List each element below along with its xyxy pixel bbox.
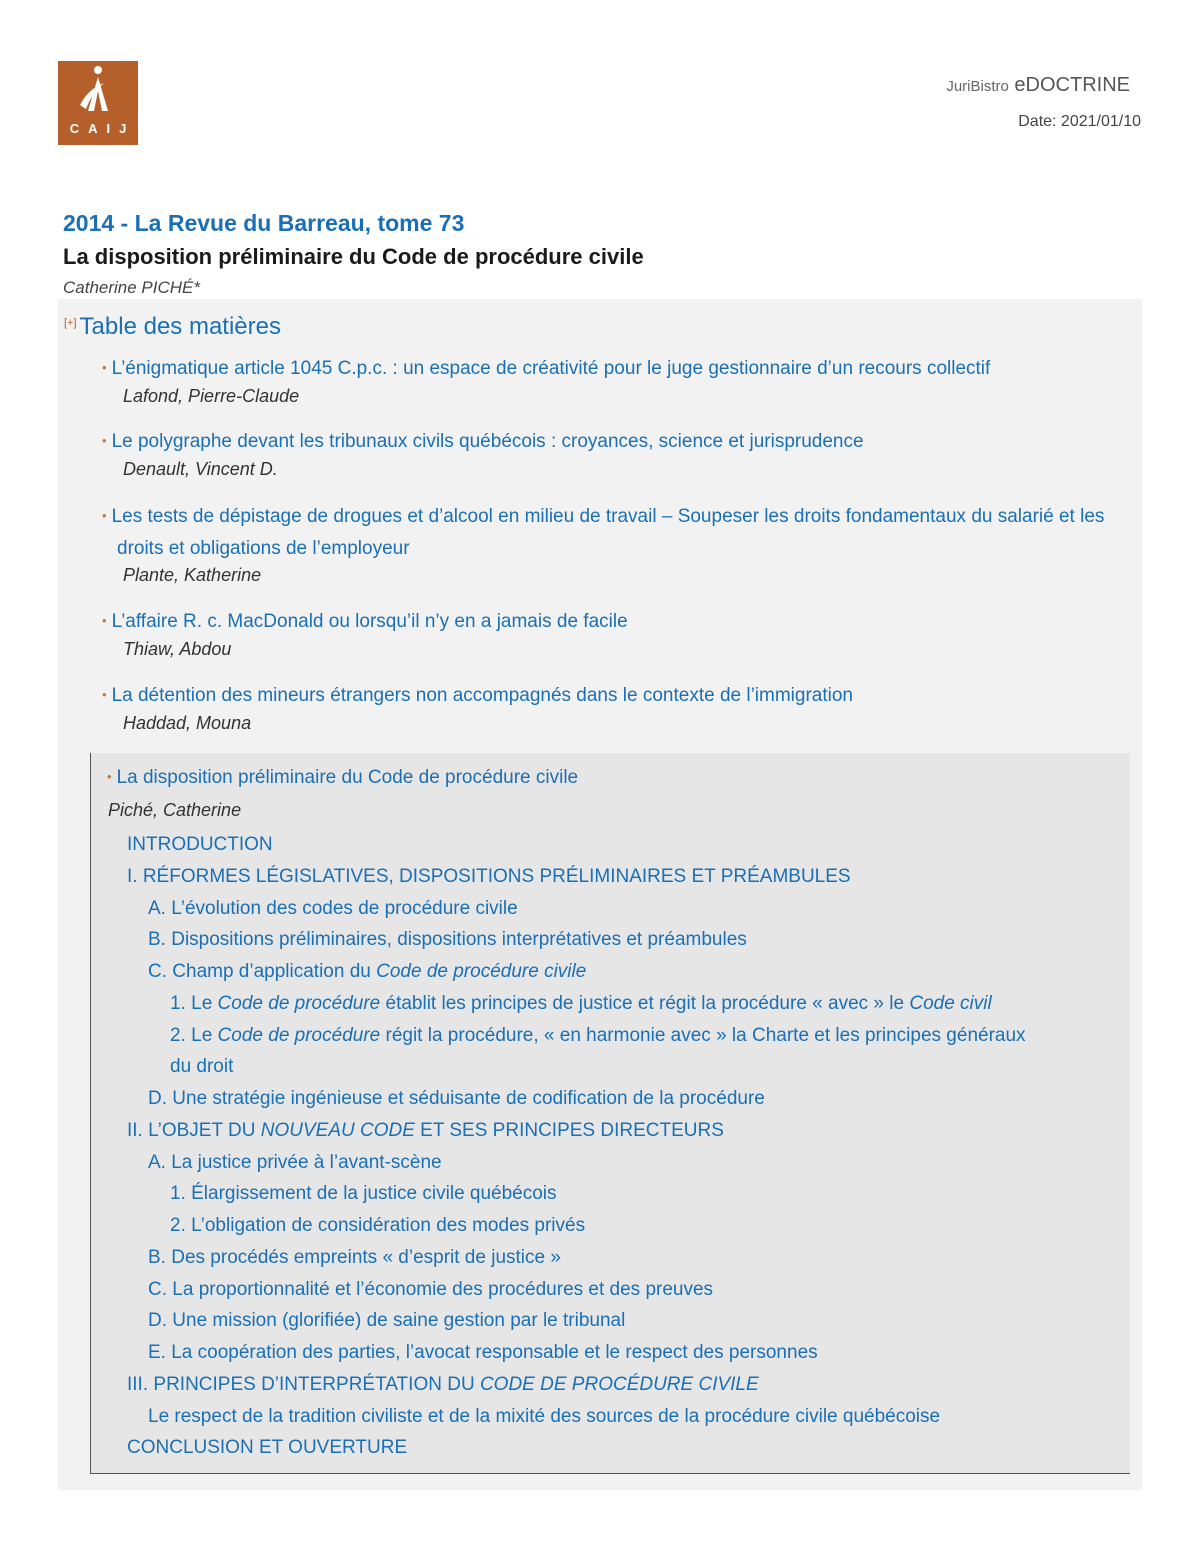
toc-section-text[interactable]: NOUVEAU CODE bbox=[260, 1119, 415, 1141]
toc-section-link[interactable] bbox=[148, 1337, 818, 1369]
toc-section-link[interactable] bbox=[127, 1115, 724, 1147]
toc-section-text[interactable]: CONCLUSION ET OUVERTURE bbox=[127, 1437, 408, 1459]
toc-section-text[interactable]: Code de procédure civile bbox=[376, 961, 587, 982]
toc-header[interactable] bbox=[64, 313, 281, 341]
toc-toggle-icon[interactable]: [+] bbox=[64, 317, 77, 329]
brand-name: eDOCTRINE bbox=[1014, 74, 1130, 96]
toc-section-link[interactable] bbox=[148, 956, 586, 988]
toc-section-text[interactable]: B. Dispositions préliminaires, dispositions interprétatives et préambules bbox=[148, 929, 747, 951]
current-article-author: Piché, Catherine bbox=[108, 800, 242, 820]
toc-section-text[interactable]: 2. Le bbox=[170, 1024, 218, 1046]
bullet-icon: • bbox=[102, 433, 107, 448]
toc-section-text[interactable]: Le respect de la tradition civiliste et de la mixité des sources de la procédure civile québécoise bbox=[148, 1405, 941, 1427]
toc-section-text[interactable]: INTRODUCTION bbox=[127, 834, 273, 855]
toc-section-link[interactable] bbox=[127, 829, 273, 861]
toc-section-text[interactable]: III. PRINCIPES D’INTERPRÉTATION DU bbox=[127, 1373, 480, 1395]
toc-entry-link[interactable]: • L’affaire R. c. MacDonald ou lorsqu’il n’y en a jamais de facile bbox=[102, 611, 628, 632]
toc-section-text[interactable]: du droit bbox=[170, 1056, 234, 1078]
toc-section-link[interactable] bbox=[170, 1051, 233, 1083]
toc-heading: Table des matières bbox=[79, 313, 281, 340]
toc-entry-author: Denault, Vincent D. bbox=[123, 459, 278, 479]
bullet-icon: • bbox=[102, 508, 107, 523]
toc-section-text[interactable]: CODE DE PROCÉDURE CIVILE bbox=[479, 1373, 759, 1395]
toc-section-link[interactable] bbox=[127, 1432, 407, 1464]
table-of-contents bbox=[58, 299, 1142, 1490]
toc-section-text[interactable]: établit les principes de justice et régit la procédure « avec » le bbox=[380, 992, 910, 1014]
toc-section-link[interactable] bbox=[127, 1369, 759, 1401]
toc-section-text[interactable]: ET SES PRINCIPES DIRECTEURS bbox=[414, 1119, 724, 1141]
toc-section-text[interactable]: Code civil bbox=[909, 992, 992, 1014]
toc-entry-link[interactable]: • Les tests de dépistage de drogues et d’alcool en milieu de travail – Soupeser les droits fondamentaux du salarié et les droits et obligations de l’employeur bbox=[102, 506, 1105, 559]
toc-section-text[interactable]: D. Une stratégie ingénieuse et séduisante de codification de la procédure bbox=[148, 1088, 765, 1109]
toc-entry bbox=[102, 501, 1112, 586]
toc-entry bbox=[102, 353, 1112, 407]
toc-section-link[interactable] bbox=[148, 1305, 625, 1337]
toc-entry bbox=[102, 680, 1112, 734]
toc-entry-author: Plante, Katherine bbox=[123, 565, 262, 585]
toc-section-link[interactable] bbox=[148, 1083, 765, 1115]
toc-section-link[interactable] bbox=[170, 1178, 557, 1210]
bullet-icon: • bbox=[102, 360, 107, 375]
logo-text: CAIJ bbox=[69, 121, 136, 136]
caij-logo bbox=[58, 61, 138, 145]
toc-section-text[interactable]: D. Une mission (glorifiée) de saine gestion par le tribunal bbox=[148, 1310, 626, 1332]
toc-section-link[interactable] bbox=[170, 1210, 585, 1242]
toc-section-text[interactable]: 2. L’obligation de considération des modes privés bbox=[170, 1215, 586, 1236]
toc-section-link[interactable] bbox=[148, 1147, 442, 1179]
toc-entry bbox=[102, 426, 1112, 480]
toc-section-link[interactable] bbox=[148, 1401, 940, 1433]
toc-section-text[interactable]: C. La proportionnalité et l’économie des procédures et des preuves bbox=[148, 1278, 714, 1300]
article-title: La disposition préliminaire du Code de procédure civile bbox=[63, 244, 644, 269]
toc-entry-author: Lafond, Pierre-Claude bbox=[123, 386, 300, 406]
brand bbox=[946, 74, 1130, 97]
toc-section-text[interactable]: 1. Le bbox=[170, 992, 218, 1014]
toc-section-text[interactable]: A. L’évolution des codes de procédure civile bbox=[148, 897, 518, 919]
toc-section-text[interactable]: I. RÉFORMES LÉGISLATIVES, DISPOSITIONS PRÉLIMINAIRES ET PRÉAMBULES bbox=[127, 865, 851, 887]
toc-section-text[interactable]: Code de procédure bbox=[217, 992, 381, 1014]
toc-section-link[interactable] bbox=[148, 1274, 713, 1306]
toc-entry-author: Thiaw, Abdou bbox=[123, 639, 232, 659]
toc-section-text[interactable]: 1. Élargissement de la justice civile québécois bbox=[170, 1183, 557, 1205]
article-author: Catherine PICHÉ* bbox=[63, 278, 201, 297]
toc-section-link[interactable] bbox=[148, 924, 747, 956]
toc-section-text[interactable]: E. La coopération des parties, l’avocat responsable et le respect des personnes bbox=[148, 1342, 818, 1363]
current-article-link[interactable]: • La disposition préliminaire du Code de procédure civile bbox=[107, 767, 579, 788]
toc-section-text[interactable]: C. Champ d’application du bbox=[148, 961, 377, 982]
toc-section-link[interactable] bbox=[148, 893, 518, 925]
toc-section-link[interactable] bbox=[127, 861, 851, 893]
bullet-icon: • bbox=[107, 769, 112, 784]
brand-prefix: JuriBistro bbox=[946, 78, 1009, 95]
document-date: Date: 2021/01/10 bbox=[1018, 113, 1141, 130]
toc-section-link[interactable] bbox=[170, 988, 992, 1020]
toc-section-text[interactable]: II. L’OBJET DU bbox=[127, 1119, 261, 1141]
bullet-icon: • bbox=[102, 613, 107, 628]
toc-section-link[interactable] bbox=[148, 1242, 561, 1274]
toc-entry bbox=[102, 606, 1112, 660]
toc-entry-link[interactable]: • Le polygraphe devant les tribunaux civils québécois : croyances, science et jurisprudence bbox=[102, 431, 864, 452]
journal-title[interactable]: 2014 - La Revue du Barreau, tome 73 bbox=[63, 210, 465, 236]
toc-section-text[interactable]: B. Des procédés empreints « d’esprit de justice » bbox=[148, 1246, 561, 1268]
toc-section-text[interactable]: A. La justice privée à l’avant-scène bbox=[148, 1151, 442, 1173]
current-article-panel bbox=[90, 753, 1130, 1474]
bullet-icon: • bbox=[102, 687, 107, 702]
toc-entry-link[interactable]: • L’énigmatique article 1045 C.p.c. : un espace de créativité pour le juge gestionnaire d’un recours collectif bbox=[102, 358, 991, 379]
caij-logo-mark bbox=[58, 61, 138, 121]
toc-entry-link[interactable]: • La détention des mineurs étrangers non accompagnés dans le contexte de l’immigration bbox=[102, 685, 853, 706]
toc-section-text[interactable]: Code de procédure bbox=[217, 1024, 381, 1046]
toc-section-link[interactable] bbox=[170, 1020, 1026, 1052]
toc-section-text[interactable]: régit la procédure, « en harmonie avec » la Charte et les principes généraux bbox=[380, 1024, 1026, 1046]
toc-entry-author: Haddad, Mouna bbox=[123, 713, 252, 733]
